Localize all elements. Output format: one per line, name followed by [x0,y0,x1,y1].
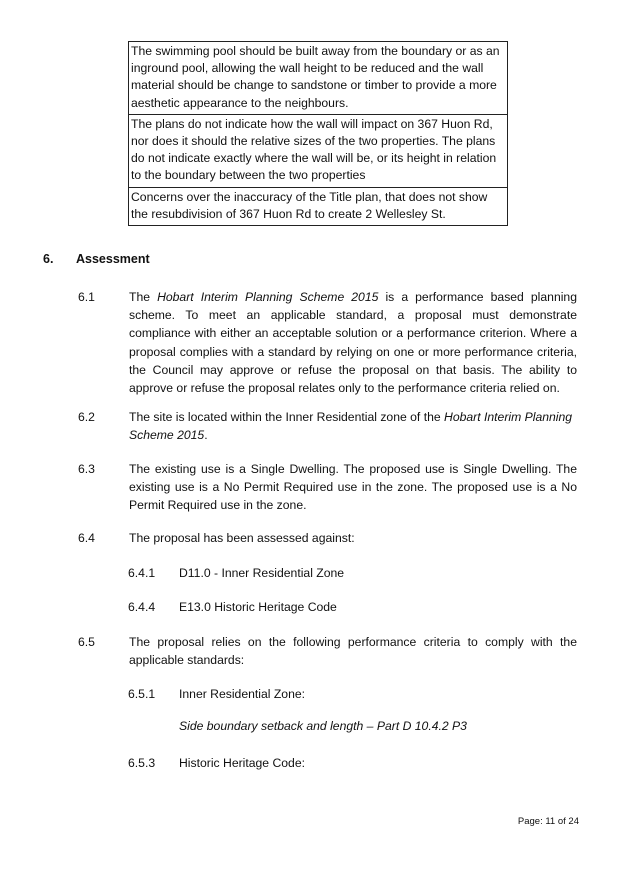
subitem-text: Inner Residential Zone: [179,687,306,701]
concern-row: Concerns over the inaccuracy of the Title plan, that does not show the resubdivision of 367 Huon Rd to create 2 Wellesley St. [131,189,488,221]
paragraph-number: 6.1 [78,290,95,304]
paragraph-number: 6.5 [78,635,95,649]
paragraph-number: 6.3 [78,462,95,476]
subitem-text: E13.0 Historic Heritage Code [179,600,337,614]
page-number: Page: 11 of 24 [517,816,579,827]
subitem-number: 6.5.1 [128,687,156,701]
text-run: is a performance based planning scheme. To meet an applicable standard, a proposal must demonstrate compliance with either an acceptable solution or a performance criterion. Where a proposal complies with a standard by relying on one or more performance criteria, the Council may approve or refuse the proposal on that basis. The ability to approve or refuse the proposal relates only to the performance criteria relied on. [129,290,577,396]
paragraph-text: The existing use is a Single Dwelling. The proposed use is Single Dwelling. The existing use is a No Permit Required use in the zone. The proposed use is a No Permit Required use in the zone. [129,462,577,513]
concerns-table [128,41,508,226]
scheme-name: Hobart Interim Planning Scheme 2015 [157,290,379,304]
concern-row: The swimming pool should be built away from the boundary or as an inground pool, allowing the wall height to be reduced and the wall material should be change to sandstone or timber to provide a more aesthetic appearance to the neighbours. [129,42,507,115]
paragraph-number: 6.2 [78,410,95,424]
scheme-name: Hobart Interim Planning Scheme 2015 [129,410,573,443]
paragraph-text [129,408,577,444]
paragraph-text: The proposal relies on the following performance criteria to comply with the applicable standards: [129,635,577,668]
concern-row: The plans do not indicate how the wall will impact on 367 Huon Rd, nor does it should the relative sizes of the two properties. The plans do not indicate exactly where the wall will be, or its height in relation to the boundary between the two properties [129,115,507,188]
paragraph-text [129,288,577,397]
subitem-number: 6.5.3 [128,756,156,770]
section-heading [43,252,150,266]
text-run: The [129,290,158,304]
text-run: The site is located within the Inner Residential zone of the [129,410,445,424]
subitem-text: Historic Heritage Code: [179,756,305,770]
paragraph-text: The proposal has been assessed against: [129,531,355,545]
subitem-text: D11.0 - Inner Residential Zone [179,566,345,580]
paragraph-number: 6.4 [78,531,95,545]
section-title: Assessment [76,252,150,266]
section-number: 6. [43,252,54,266]
criteria-detail: Side boundary setback and length – Part D 10.4.2 P3 [179,719,467,733]
subitem-number: 6.4.1 [128,566,156,580]
subitem-number: 6.4.4 [128,600,156,614]
text-run: . [204,428,208,443]
